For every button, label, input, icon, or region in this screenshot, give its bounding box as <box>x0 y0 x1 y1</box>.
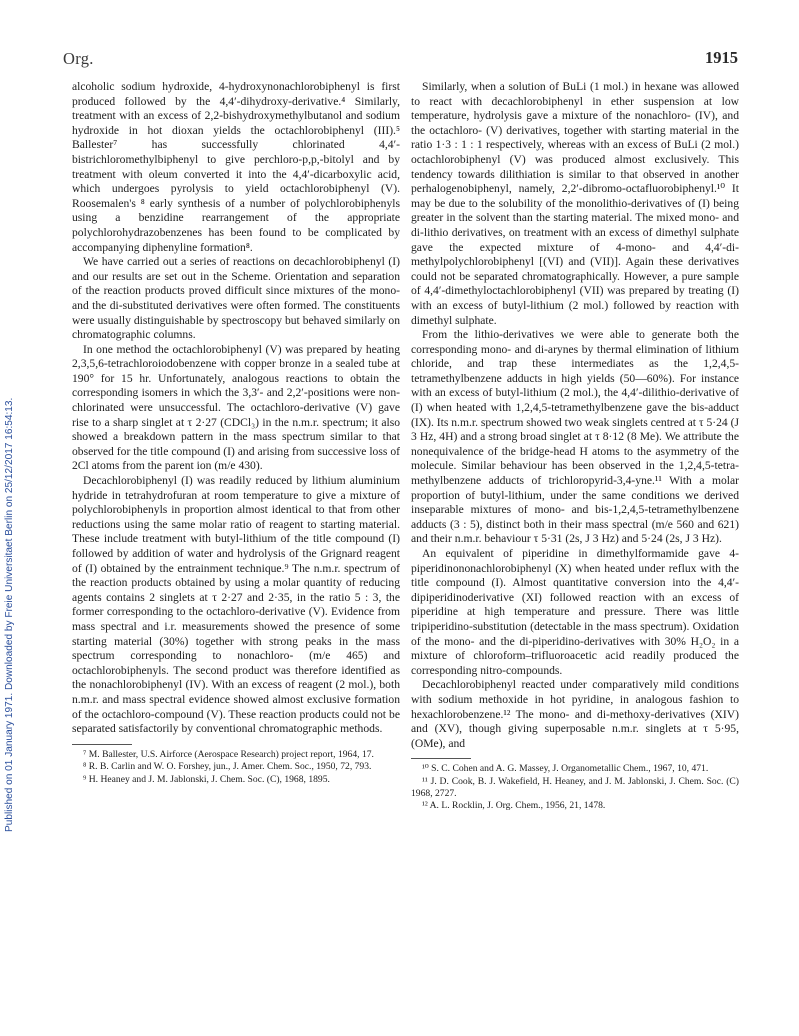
paragraph: alcoholic sodium hydroxide, 4-hydroxynonachlorobiphenyl is first produced followed by the 4,4′-dihydroxy-derivative.⁴ Similarly, treatment with an excess of 2,2-bishydroxymethylbutanol and sodium hydroxide in hot dioxan yields the octachlorobiphenyl (III).⁵ Ballester⁷ has successfully chlorinated 4,4′-bistrichloromethylbiphenyl to give perchloro-p,p,-bitolyl and by treatment with oleum converted it into the 4,4′-dicarboxylic acid, which undergoes pyrolysis to yield octachlorobiphenyl (V). Roosemalen's ⁸ early synthesis of a number of polychlorobiphenyls using a benzidine rearrangement of the appropriate polychlorohydrazobenzenes has been found to be complicated by accompanying diphenyline formation⁸. <box>72 80 400 254</box>
paragraph: We have carried out a series of reactions on decachlorobiphenyl (I) and our results are set out in the Scheme. Orientation and separation of the reaction products proved difficult since mixtures of the mono- and the di-substituted derivatives were often formed. The constituents were usually distinguishable by spectroscopy but behaved similarly on chromatographic columns. <box>72 255 400 342</box>
paragraph: From the lithio-derivatives we were able to generate both the corresponding mono- and di-arynes by thermal elimination of lithium chloride, and trap these intermediates as the 1,2,4,5-tetramethylbenzene adducts in high yields (50—60%). For instance with an excess of butyl-lithium (2 mol.), the 4,4′-dilithio-derivative of (I) when heated with 1,2,4,5-tetramethylbenzene gave the bis-adduct (IX). Its n.m.r. spectrum showed two weak singlets centred at τ 5·24 (J 3 Hz, 4H) and a strong broad singlet at τ 8·12 (8 Me). We attribute the nonequivalence of the bridge-head H atoms to the asymmetry of the molecule. Similar behaviour has been observed in the 1,2,4,5-tetra-methylbenzene adducts of trichloropyrid-3,4-yne.¹¹ With a molar proportion of butyl-lithium, under the same conditions we derived inseparable mixtures of mono- and bis-1,2,4,5-tetramethylbenzene adducts (3 : 5), distinct both in their mass spectral (m/e 560 and 621) and their n.m.r. behaviour τ 5·31 (2s, J 3 Hz) and 5·24 (2s, J 3 Hz). <box>411 328 739 546</box>
paragraph: Decachlorobiphenyl (I) was readily reduced by lithium aluminium hydride in tetrahydrofuran at room temperature to give a mixture of polychlorobiphenyls in proportion almost identical to that from other reductions using the same molar ratio of reagent to starting material. These include treatment with butyl-lithium of the title compound (I) followed by addition of water and hydrolysis of the Grignard reagent of (I) obtained by the entrainment technique.⁹ The n.m.r. spectrum of the reaction products obtained by using a molar quantity of reducing agents contains 2 singlets at τ 2·27 and 2·35, in the ratio 5 : 3, the former corresponding to the octachloro-derivative (V). Evidence from mass spectral and i.r. measurements showed the presence of some starting material (30%) together with strong peaks in the mass spectrum corresponding to nonachloro- (m/e 465) and octachlorobiphenyls. The second product was therefore identified as the nonachlorobiphenyl (IV). With an excess of reagent (2 mol.), both n.m.r. and mass spectral evidence showed almost exclusive formation of the octachloro-compound (V). These reaction products could not be separated satisfactorily by conventional chromatographic methods. <box>72 474 400 736</box>
download-watermark-text: Published on 01 January 1971. Downloaded by Freie Universitaet Berlin on 25/12/2017 16:54:13. <box>4 397 15 832</box>
left-column <box>72 80 400 786</box>
footnote: ⁷ M. Ballester, U.S. Airforce (Aerospace Research) project report, 1964, 17. <box>83 748 374 760</box>
paragraph: In one method the octachlorobiphenyl (V) was prepared by heating 2,3,5,6-tetrachloroiodobenzene with copper bronze in a sealed tube at 190° for 15 hr. Unfortunately, analogous reactions to obtain the corresponding isomers in which the 3,3′- and 2,2′-positions were non-chlorinated were unsuccessful. The octachloro-derivative (V) gave rise to a sharp singlet at τ 2·27 (CDCl₃) in the n.m.r. spectrum; it also showed a breakdown pattern in the mass spectrum similar to that observed for the title compound (I) and arising from successive loss of 2Cl atoms from the parent ion (m/e 430). <box>72 342 400 473</box>
footnote-divider <box>411 758 471 759</box>
footnote: ⁸ R. B. Carlin and W. O. Forshey, jun., J. Amer. Chem. Soc., 1950, 72, 793. <box>83 761 372 773</box>
footnote-divider <box>72 744 132 745</box>
footnote: ¹² A. L. Rocklin, J. Org. Chem., 1956, 21, 1478. <box>422 800 606 812</box>
paragraph: Decachlorobiphenyl reacted under comparatively mild conditions with sodium methoxide in hot pyridine, in analogous fashion to hexachlorobenzene.¹² The mono- and di-methoxy-derivatives (XIV) and (XV), though giving superposable n.m.r. singlets at τ 5·95, (OMe), and <box>411 678 739 750</box>
paragraph: An equivalent of piperidine in dimethylformamide gave 4-piperidinononachlorobiphenyl (X) when heated under reflux with the title compound (I). Almost quantitative conversion into the 4,4′-dipiperidinoderivative (XI) followed reaction with an excess of piperidine at high temperature and pressure. There was little tripiperidino-substitution (detectable in the mass spectrum). Oxidation of the mono- and the di-piperidino-derivatives with 30% H₂O₂ in a mixture of chloroform–trifluoroacetic acid readily produced the corresponding nitro-compounds. <box>411 547 739 677</box>
right-column <box>411 80 739 812</box>
journal-section: Org. <box>63 49 94 68</box>
download-watermark <box>2 212 18 832</box>
footnote: ¹¹ J. D. Cook, B. J. Wakefield, H. Heaney, and J. M. Jablonski, J. Chem. Soc. (C) 1968, 2727. <box>411 775 739 799</box>
paragraph: Similarly, when a solution of BuLi (1 mol.) in hexane was allowed to react with decachlorobiphenyl in ether suspension at low temperature, hydrolysis gave a mixture of the nonachloro- (IV), and the octachloro- (V) derivatives, together with starting material in the ratio 1·3 : 1 : 1 respectively, whereas with an excess of BuLi (2 mol.) octachlorobiphenyl (V) was produced almost exclusively. This tendency towards dilithiation is similar to that observed in another perhalogenobiphenyl, namely, 2,2′-dibromo-octafluorobiphenyl.¹⁰ It may be due to the solubility of the monolithio-derivatives of (I) being greater in the solvent than the starting material. The mixed mono- and di-lithio derivatives, on treatment with an excess of dimethyl sulphate gave the expected mixture of 4-mono- and 4,4′-di-methylpolychlorobiphenyl [(VI) and (VII)]. Again these derivatives could not be separated chromatographically. However, a pure sample of 4,4′-dimethyloctachlorobiphenyl (VII) was prepared by treating (I) with an excess of butyl-lithium (2 mol.) followed by reaction with dimethyl sulphate. <box>411 80 739 327</box>
footnote: ⁹ H. Heaney and J. M. Jablonski, J. Chem. Soc. (C), 1968, 1895. <box>83 773 330 785</box>
page-number: 1915 <box>705 48 738 67</box>
footnote: ¹⁰ S. C. Cohen and A. G. Massey, J. Organometallic Chem., 1967, 10, 471. <box>422 763 709 775</box>
